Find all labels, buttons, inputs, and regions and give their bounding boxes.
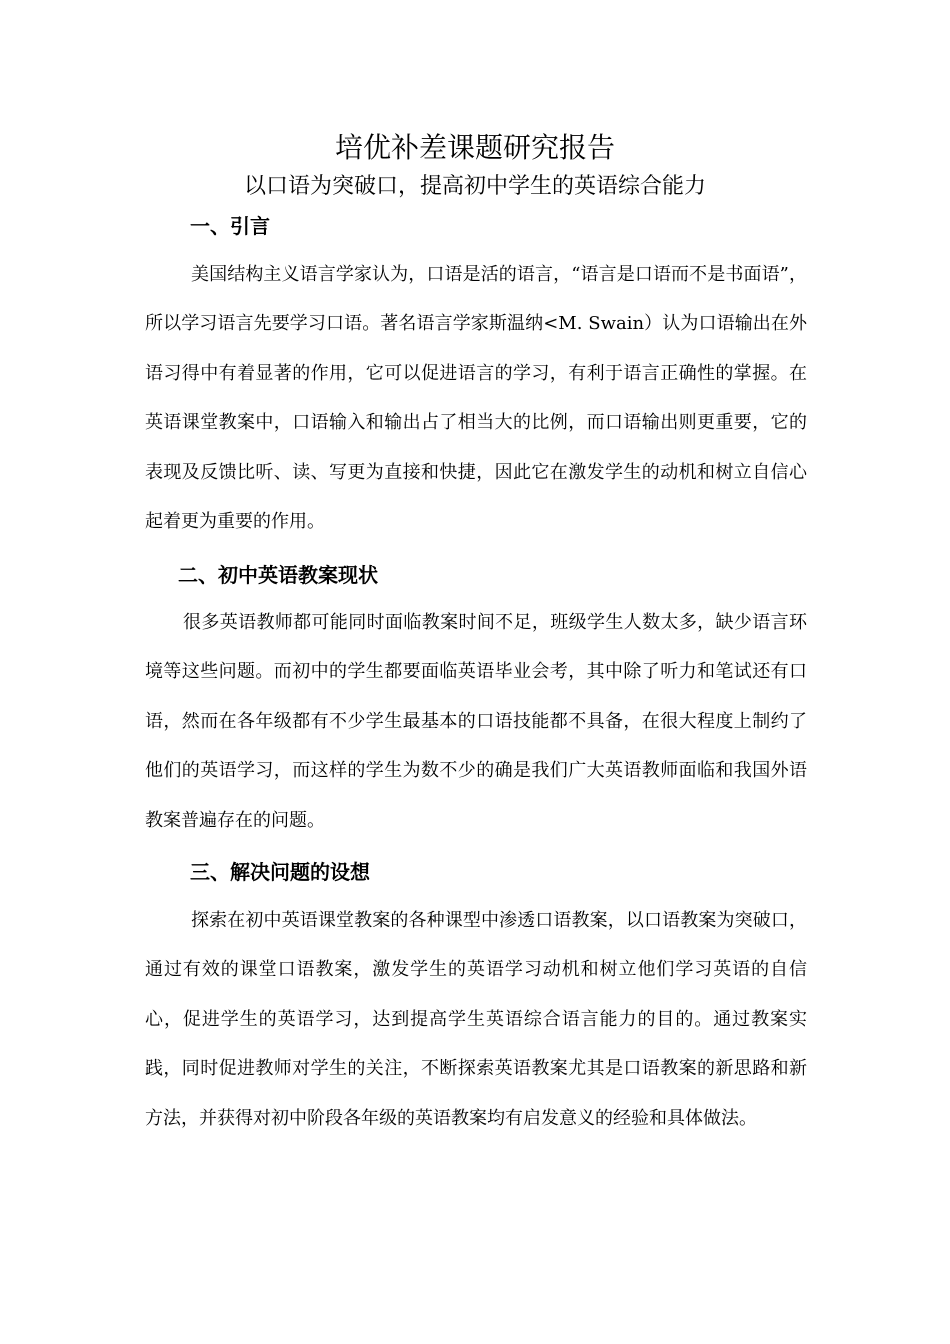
section-heading-proposed-solution: 三、解决问题的设想	[190, 860, 370, 884]
section-heading-current-status: 二、初中英语教案现状	[178, 563, 378, 587]
section-paragraph-current-status: 很多英语教师都可能同时面临教案时间不足，班级学生人数太多，缺少语言环境等这些问题。而初中的学生都要面临英语毕业会考，其中除了听力和笔试还有口语，然而在各年级都有不少学生最基本的口语技能都不具备，在很大程度上制约了他们的英语学习，而这样的学生为数不少的确是我们广大英语教师面临和我国外语教案普遍存在的问题。	[145, 612, 807, 831]
section-paragraph-proposed-solution: 探索在初中英语课堂教案的各种课型中渗透口语教案，以口语教案为突破口，通过有效的课堂口语教案，激发学生的英语学习动机和树立他们学习英语的自信心，促进学生的英语学习，达到提高学生英语综合语言能力的目的。通过教案实践，同时促进教师对学生的关注，不断探索英语教案尤其是口语教案的新思路和新方法，并获得对初中阶段各年级的英语教案均有启发意义的经验和具体做法。	[145, 910, 807, 1129]
document-title: 培优补差课题研究报告	[334, 131, 615, 164]
section-heading-introduction: 一、引言	[190, 214, 270, 238]
section-paragraph-introduction: 美国结构主义语言学家认为，口语是活的语言，“语言是口语而不是书面语”，所以学习语言先要学习口语。著名语言学家斯温纳<M. Swain）认为口语输出在外语习得中有着显著的作用，它可以促进语言的学习，有利于语言正确性的掌握。在英语课堂教案中，口语输入和输出占了相当大的比例，而口语输出则更重要，它的表现及反馈比听、读、写更为直接和快捷，因此它在激发学生的动机和树立自信心起着更为重要的作用。	[145, 264, 807, 533]
document-subtitle: 以口语为突破口，提高初中学生的英语综合能力	[243, 174, 706, 199]
